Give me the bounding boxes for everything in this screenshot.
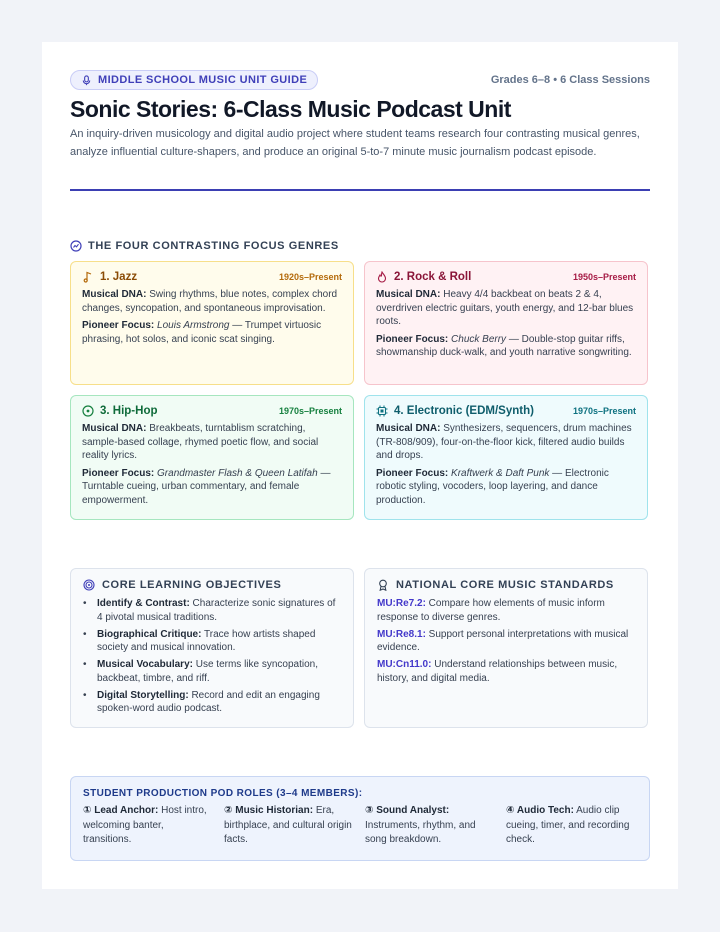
genre-dna: Musical DNA: Synthesizers, sequencers, drum machines (TR-808/909), four-on-the-floor kick, filtered audio builds and drops. bbox=[376, 423, 632, 461]
badge-label: MIDDLE SCHOOL MUSIC UNIT GUIDE bbox=[98, 74, 308, 86]
chip-icon bbox=[376, 405, 388, 417]
list-item: • Identify & Contrast: Characterize sonic signatures of 4 pivotal musical traditions. bbox=[83, 597, 341, 624]
vinyl-disc-icon bbox=[82, 405, 94, 417]
role-lead-anchor: ① Lead Anchor: Host intro, welcoming banter, transitions. bbox=[83, 805, 207, 845]
objectives-list bbox=[83, 597, 341, 716]
genre-era: 1970s–Present bbox=[572, 406, 636, 416]
genre-name: 3. Hip-Hop bbox=[100, 405, 158, 417]
genre-pioneer: Pioneer Focus: Chuck Berry — Double-stop guitar riffs, showmanship duck-walk, and youth narrative songwriting. bbox=[376, 333, 632, 358]
unit-guide-badge bbox=[70, 70, 318, 90]
role-sound-analyst: ③ Sound Analyst: Instruments, rhythm, and song breakdown. bbox=[365, 805, 476, 845]
standards-box bbox=[364, 568, 648, 728]
genre-card-jazz bbox=[70, 261, 354, 385]
genre-card-rock bbox=[364, 261, 648, 385]
pod-roles-title: STUDENT PRODUCTION POD ROLES (3–4 MEMBERS): bbox=[83, 788, 363, 799]
genre-pioneer: Pioneer Focus: Grandmaster Flash & Queen Latifah — Turntable cueing, urban commentary, and female empowerment. bbox=[82, 467, 331, 506]
role-music-historian: ② Music Historian: Era, birthplace, and cultural origin facts. bbox=[224, 805, 352, 845]
standards-title: NATIONAL CORE MUSIC STANDARDS bbox=[377, 579, 635, 591]
genre-era: 1970s–Present bbox=[278, 406, 342, 416]
header-divider bbox=[70, 189, 650, 191]
genre-name: 2. Rock & Roll bbox=[394, 271, 472, 283]
header-row bbox=[70, 70, 650, 90]
objectives-title: CORE LEARNING OBJECTIVES bbox=[83, 579, 341, 591]
award-icon bbox=[377, 579, 389, 591]
genre-pioneer: Pioneer Focus: Louis Armstrong — Trumpet virtuosic phrasing, hot solos, and iconic scat singing. bbox=[82, 320, 322, 345]
role-audio-tech: ④ Audio Tech: Audio clip cueing, timer, and recording check. bbox=[506, 805, 630, 845]
microphone-icon bbox=[81, 75, 92, 86]
standard-item: MU:Cn11.0: Understand relationships between music, history, and digital media. bbox=[377, 659, 618, 684]
list-item: • Digital Storytelling: Record and edit an engaging spoken-word audio podcast. bbox=[83, 689, 341, 716]
flame-icon bbox=[376, 271, 388, 283]
genre-era: 1920s–Present bbox=[278, 272, 342, 282]
genre-pioneer: Pioneer Focus: Kraftwerk & Daft Punk — Electronic robotic styling, vocoders, loop layering, and dance production. bbox=[376, 467, 609, 506]
objectives-box bbox=[70, 568, 354, 728]
genre-era: 1950s–Present bbox=[572, 272, 636, 282]
genre-dna: Musical DNA: Heavy 4/4 backbeat on beats 2 & 4, overdriven electric guitars, youth energy, and 12-bar blues roots. bbox=[376, 289, 634, 327]
list-item: • Musical Vocabulary: Use terms like syncopation, backbeat, timbre, and riff. bbox=[83, 658, 341, 685]
standard-item: MU:Re7.2: Compare how elements of music inform response to diverse genres. bbox=[377, 598, 605, 623]
intro-paragraph: An inquiry-driven musicology and digital audio project where student teams research four contrasting musical genres, analyze influential culture-shapers, and produce an original 5-to-7 minute music journalism podcast episode. bbox=[70, 128, 640, 158]
grades-sessions: Grades 6–8 • 6 Class Sessions bbox=[490, 74, 650, 86]
list-item: • Biographical Critique: Trace how artists shaped society and musical innovation. bbox=[83, 628, 341, 655]
vinyl-record-icon bbox=[70, 240, 82, 252]
genre-name: 1. Jazz bbox=[100, 271, 138, 283]
pod-roles-box bbox=[70, 776, 650, 861]
genre-name: 4. Electronic (EDM/Synth) bbox=[394, 405, 534, 417]
genre-dna: Musical DNA: Swing rhythms, blue notes, complex chord changes, syncopation, and spontaneous improvisation. bbox=[82, 289, 338, 314]
genres-section-label: THE FOUR CONTRASTING FOCUS GENRES bbox=[88, 240, 339, 252]
page-title: Sonic Stories: 6-Class Music Podcast Unit bbox=[70, 96, 511, 122]
genre-card-electronic bbox=[364, 395, 648, 520]
genres-section-title bbox=[70, 240, 339, 252]
standard-item: MU:Re8.1: Support personal interpretations with musical evidence. bbox=[377, 628, 629, 653]
genre-card-hiphop bbox=[70, 395, 354, 520]
music-note-icon bbox=[82, 271, 94, 283]
unit-guide-page bbox=[42, 42, 678, 889]
target-icon bbox=[83, 579, 95, 591]
genre-dna: Musical DNA: Breakbeats, turntablism scratching, sample-based collage, rhymed poetic flow, and social reality lyrics. bbox=[82, 423, 319, 461]
